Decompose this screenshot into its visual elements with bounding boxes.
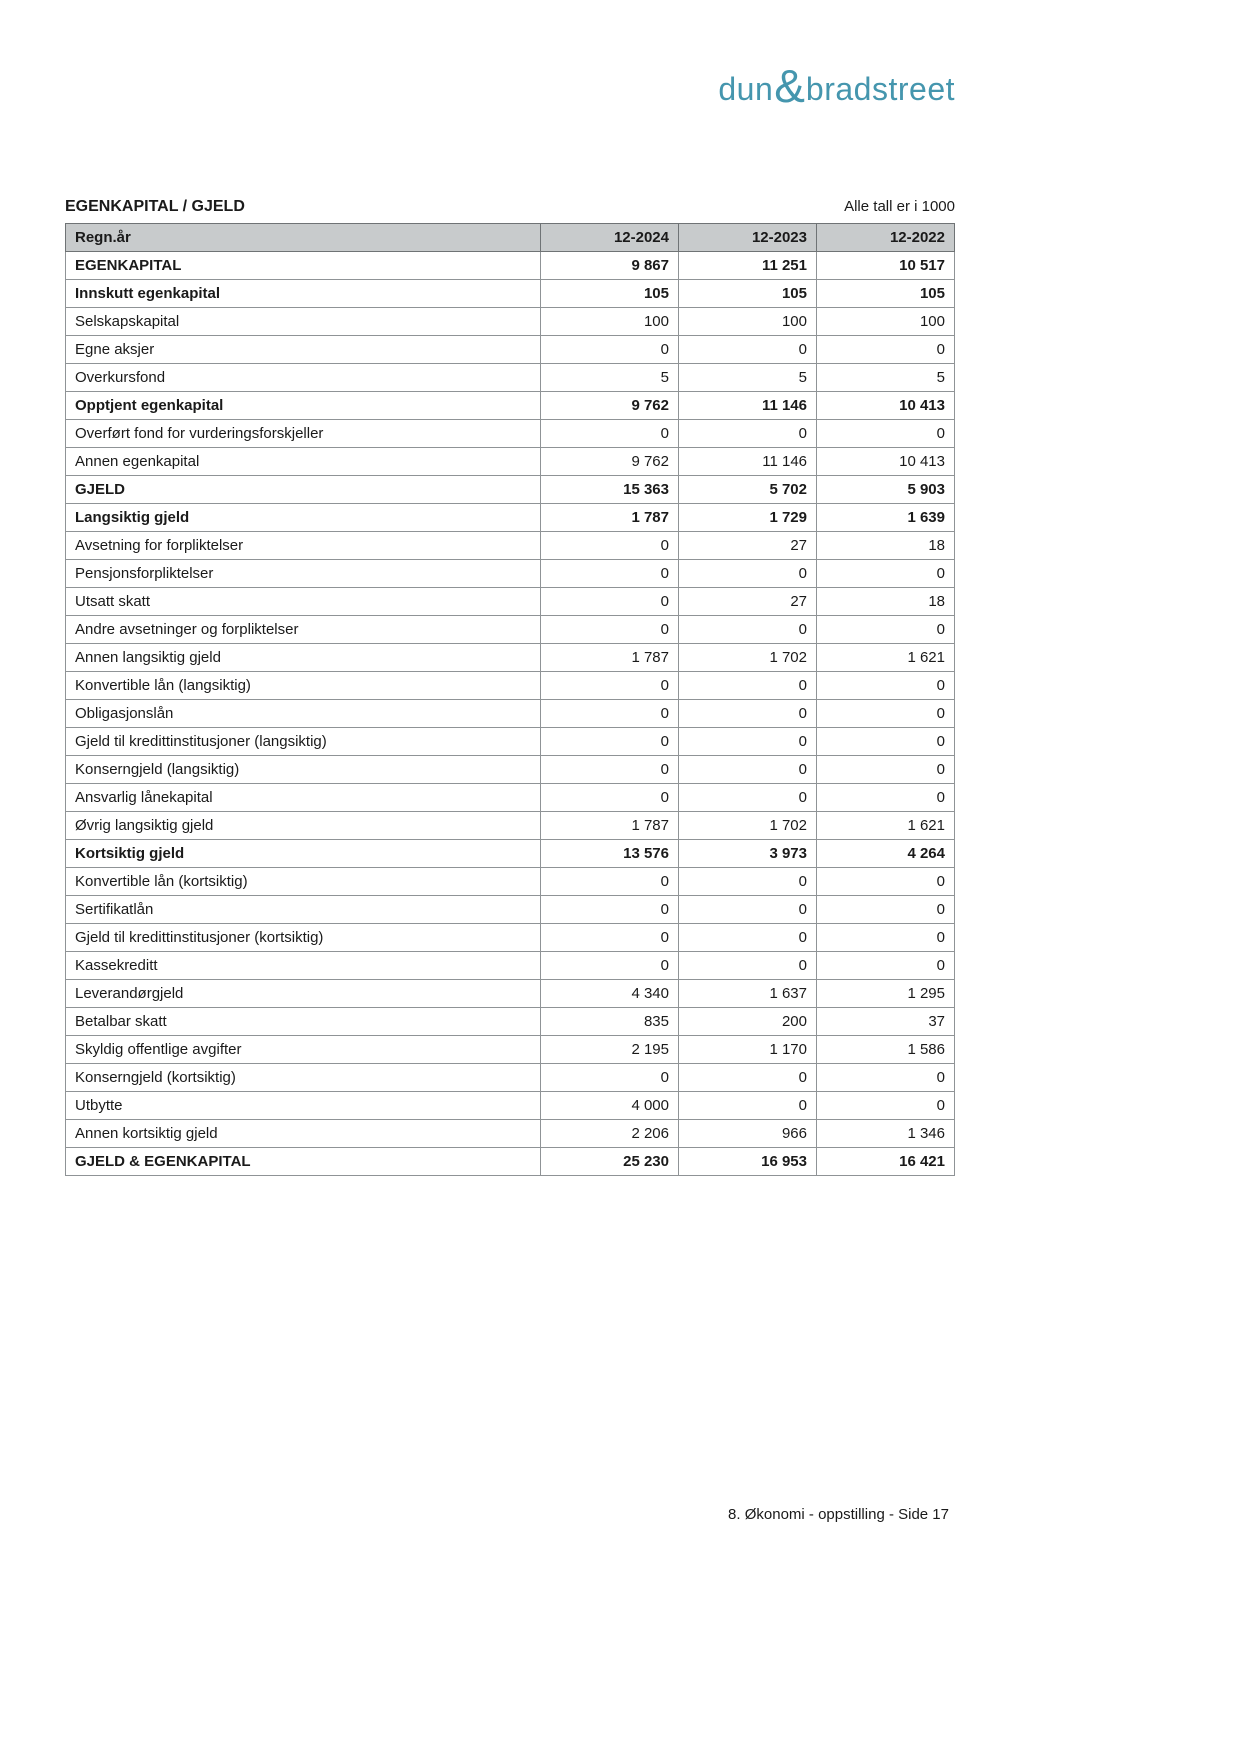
row-value: 0	[817, 728, 955, 756]
table-row	[66, 840, 955, 868]
row-value: 1 295	[817, 980, 955, 1008]
row-value: 1 702	[679, 812, 817, 840]
row-value: 16 421	[817, 1148, 955, 1176]
section-title: EGENKAPITAL / GJELD	[65, 198, 245, 215]
balance-table	[65, 223, 955, 1176]
row-label: Opptjent egenkapital	[66, 392, 541, 420]
row-value: 0	[817, 868, 955, 896]
row-label: GJELD	[66, 476, 541, 504]
table-row	[66, 1064, 955, 1092]
row-value: 10 413	[817, 448, 955, 476]
row-value: 0	[541, 420, 679, 448]
row-label: Obligasjonslån	[66, 700, 541, 728]
row-value: 0	[679, 420, 817, 448]
table-row	[66, 588, 955, 616]
table-row	[66, 504, 955, 532]
row-value: 0	[817, 952, 955, 980]
table-row	[66, 616, 955, 644]
row-value: 1 346	[817, 1120, 955, 1148]
page-footer: 8. Økonomi - oppstilling - Side 17	[728, 1506, 949, 1523]
main-content	[65, 198, 955, 1176]
row-label: Overført fond for vurderingsforskjeller	[66, 420, 541, 448]
row-value: 0	[679, 672, 817, 700]
table-row	[66, 952, 955, 980]
row-value: 5	[541, 364, 679, 392]
row-value: 0	[541, 336, 679, 364]
row-label: Gjeld til kredittinstitusjoner (kortsiktig)	[66, 924, 541, 952]
row-value: 0	[541, 952, 679, 980]
row-label: Kassekreditt	[66, 952, 541, 980]
row-value: 0	[817, 672, 955, 700]
table-row	[66, 252, 955, 280]
column-header-2024: 12-2024	[541, 224, 679, 252]
table-row	[66, 392, 955, 420]
row-label: Pensjonsforpliktelser	[66, 560, 541, 588]
row-label: Ansvarlig lånekapital	[66, 784, 541, 812]
table-body	[66, 252, 955, 1176]
table-row	[66, 364, 955, 392]
row-value: 10 517	[817, 252, 955, 280]
dun-bradstreet-logo	[718, 60, 955, 112]
row-value: 0	[817, 616, 955, 644]
table-row	[66, 812, 955, 840]
row-value: 0	[679, 756, 817, 784]
units-note: Alle tall er i 1000	[844, 198, 955, 215]
table-row	[66, 1036, 955, 1064]
table-header	[66, 224, 955, 252]
table-row	[66, 420, 955, 448]
table-row	[66, 336, 955, 364]
row-value: 0	[679, 1064, 817, 1092]
row-value: 9 762	[541, 448, 679, 476]
table-row	[66, 672, 955, 700]
row-value: 1 787	[541, 812, 679, 840]
row-label: Annen egenkapital	[66, 448, 541, 476]
row-value: 15 363	[541, 476, 679, 504]
row-value: 0	[679, 924, 817, 952]
row-value: 9 762	[541, 392, 679, 420]
row-value: 1 787	[541, 644, 679, 672]
row-label: Konserngjeld (kortsiktig)	[66, 1064, 541, 1092]
row-value: 5 702	[679, 476, 817, 504]
table-row	[66, 924, 955, 952]
row-value: 0	[541, 784, 679, 812]
row-value: 0	[679, 700, 817, 728]
row-value: 0	[817, 896, 955, 924]
row-label: Langsiktig gjeld	[66, 504, 541, 532]
table-row	[66, 1120, 955, 1148]
row-label: Konvertible lån (kortsiktig)	[66, 868, 541, 896]
row-value: 1 787	[541, 504, 679, 532]
row-value: 105	[817, 280, 955, 308]
table-row	[66, 700, 955, 728]
table-row	[66, 308, 955, 336]
row-value: 1 621	[817, 812, 955, 840]
row-label: Selskapskapital	[66, 308, 541, 336]
row-value: 11 146	[679, 448, 817, 476]
row-value: 10 413	[817, 392, 955, 420]
row-value: 13 576	[541, 840, 679, 868]
table-row	[66, 980, 955, 1008]
row-value: 4 000	[541, 1092, 679, 1120]
row-value: 11 146	[679, 392, 817, 420]
table-row	[66, 1092, 955, 1120]
row-value: 18	[817, 588, 955, 616]
row-label: Skyldig offentlige avgifter	[66, 1036, 541, 1064]
row-label: Betalbar skatt	[66, 1008, 541, 1036]
row-value: 1 639	[817, 504, 955, 532]
row-value: 0	[679, 616, 817, 644]
row-label: Konvertible lån (langsiktig)	[66, 672, 541, 700]
row-value: 27	[679, 588, 817, 616]
table-row	[66, 784, 955, 812]
row-value: 2 195	[541, 1036, 679, 1064]
row-value: 4 264	[817, 840, 955, 868]
row-value: 0	[817, 1064, 955, 1092]
table-row	[66, 448, 955, 476]
logo-word-bradstreet: bradstreet	[805, 70, 955, 107]
table-row	[66, 532, 955, 560]
table-row	[66, 560, 955, 588]
row-value: 835	[541, 1008, 679, 1036]
row-value: 0	[679, 336, 817, 364]
row-value: 0	[679, 868, 817, 896]
row-value: 37	[817, 1008, 955, 1036]
row-value: 966	[679, 1120, 817, 1148]
row-value: 200	[679, 1008, 817, 1036]
row-label: Annen kortsiktig gjeld	[66, 1120, 541, 1148]
row-label: Konserngjeld (langsiktig)	[66, 756, 541, 784]
row-value: 0	[817, 924, 955, 952]
row-value: 105	[679, 280, 817, 308]
row-value: 100	[679, 308, 817, 336]
row-label: Leverandørgjeld	[66, 980, 541, 1008]
table-row	[66, 280, 955, 308]
row-label: Utbytte	[66, 1092, 541, 1120]
row-value: 1 170	[679, 1036, 817, 1064]
section-titlebar	[65, 198, 955, 216]
row-label: Kortsiktig gjeld	[66, 840, 541, 868]
logo-ampersand-icon: &	[774, 60, 805, 112]
table-row	[66, 1148, 955, 1176]
table-row	[66, 728, 955, 756]
row-value: 18	[817, 532, 955, 560]
row-value: 0	[541, 560, 679, 588]
column-header-regnaar: Regn.år	[66, 224, 541, 252]
row-label: Utsatt skatt	[66, 588, 541, 616]
row-value: 1 729	[679, 504, 817, 532]
row-value: 0	[541, 728, 679, 756]
row-value: 4 340	[541, 980, 679, 1008]
row-value: 16 953	[679, 1148, 817, 1176]
table-row	[66, 868, 955, 896]
row-value: 1 621	[817, 644, 955, 672]
row-value: 105	[541, 280, 679, 308]
table-row	[66, 896, 955, 924]
row-value: 0	[817, 1092, 955, 1120]
row-label: Innskutt egenkapital	[66, 280, 541, 308]
row-label: Annen langsiktig gjeld	[66, 644, 541, 672]
row-value: 0	[541, 868, 679, 896]
row-value: 1 702	[679, 644, 817, 672]
row-label: Overkursfond	[66, 364, 541, 392]
row-value: 11 251	[679, 252, 817, 280]
row-value: 0	[541, 756, 679, 784]
row-value: 0	[679, 952, 817, 980]
table-row	[66, 476, 955, 504]
header-row	[66, 224, 955, 252]
row-value: 25 230	[541, 1148, 679, 1176]
row-value: 100	[541, 308, 679, 336]
row-value: 5 903	[817, 476, 955, 504]
row-value: 2 206	[541, 1120, 679, 1148]
row-value: 1 637	[679, 980, 817, 1008]
row-value: 9 867	[541, 252, 679, 280]
table-row	[66, 756, 955, 784]
row-value: 0	[679, 728, 817, 756]
row-value: 0	[541, 700, 679, 728]
row-value: 0	[541, 588, 679, 616]
row-label: GJELD & EGENKAPITAL	[66, 1148, 541, 1176]
row-value: 0	[817, 784, 955, 812]
row-value: 0	[817, 420, 955, 448]
row-value: 100	[817, 308, 955, 336]
table-row	[66, 644, 955, 672]
row-value: 1 586	[817, 1036, 955, 1064]
row-value: 0	[817, 756, 955, 784]
row-value: 0	[541, 924, 679, 952]
row-label: Gjeld til kredittinstitusjoner (langsiktig)	[66, 728, 541, 756]
row-value: 0	[679, 1092, 817, 1120]
column-header-2022: 12-2022	[817, 224, 955, 252]
row-value: 0	[817, 700, 955, 728]
row-label: Sertifikatlån	[66, 896, 541, 924]
row-value: 0	[679, 784, 817, 812]
row-value: 27	[679, 532, 817, 560]
row-label: Avsetning for forpliktelser	[66, 532, 541, 560]
row-label: Andre avsetninger og forpliktelser	[66, 616, 541, 644]
row-value: 3 973	[679, 840, 817, 868]
row-value: 0	[817, 560, 955, 588]
row-label: EGENKAPITAL	[66, 252, 541, 280]
row-value: 0	[817, 336, 955, 364]
row-value: 5	[817, 364, 955, 392]
row-value: 0	[679, 560, 817, 588]
row-value: 5	[679, 364, 817, 392]
row-value: 0	[541, 896, 679, 924]
column-header-2023: 12-2023	[679, 224, 817, 252]
row-value: 0	[541, 1064, 679, 1092]
table-row	[66, 1008, 955, 1036]
row-value: 0	[541, 532, 679, 560]
row-label: Øvrig langsiktig gjeld	[66, 812, 541, 840]
row-value: 0	[679, 896, 817, 924]
row-label: Egne aksjer	[66, 336, 541, 364]
row-value: 0	[541, 616, 679, 644]
logo-word-dun: dun	[718, 70, 774, 107]
row-value: 0	[541, 672, 679, 700]
